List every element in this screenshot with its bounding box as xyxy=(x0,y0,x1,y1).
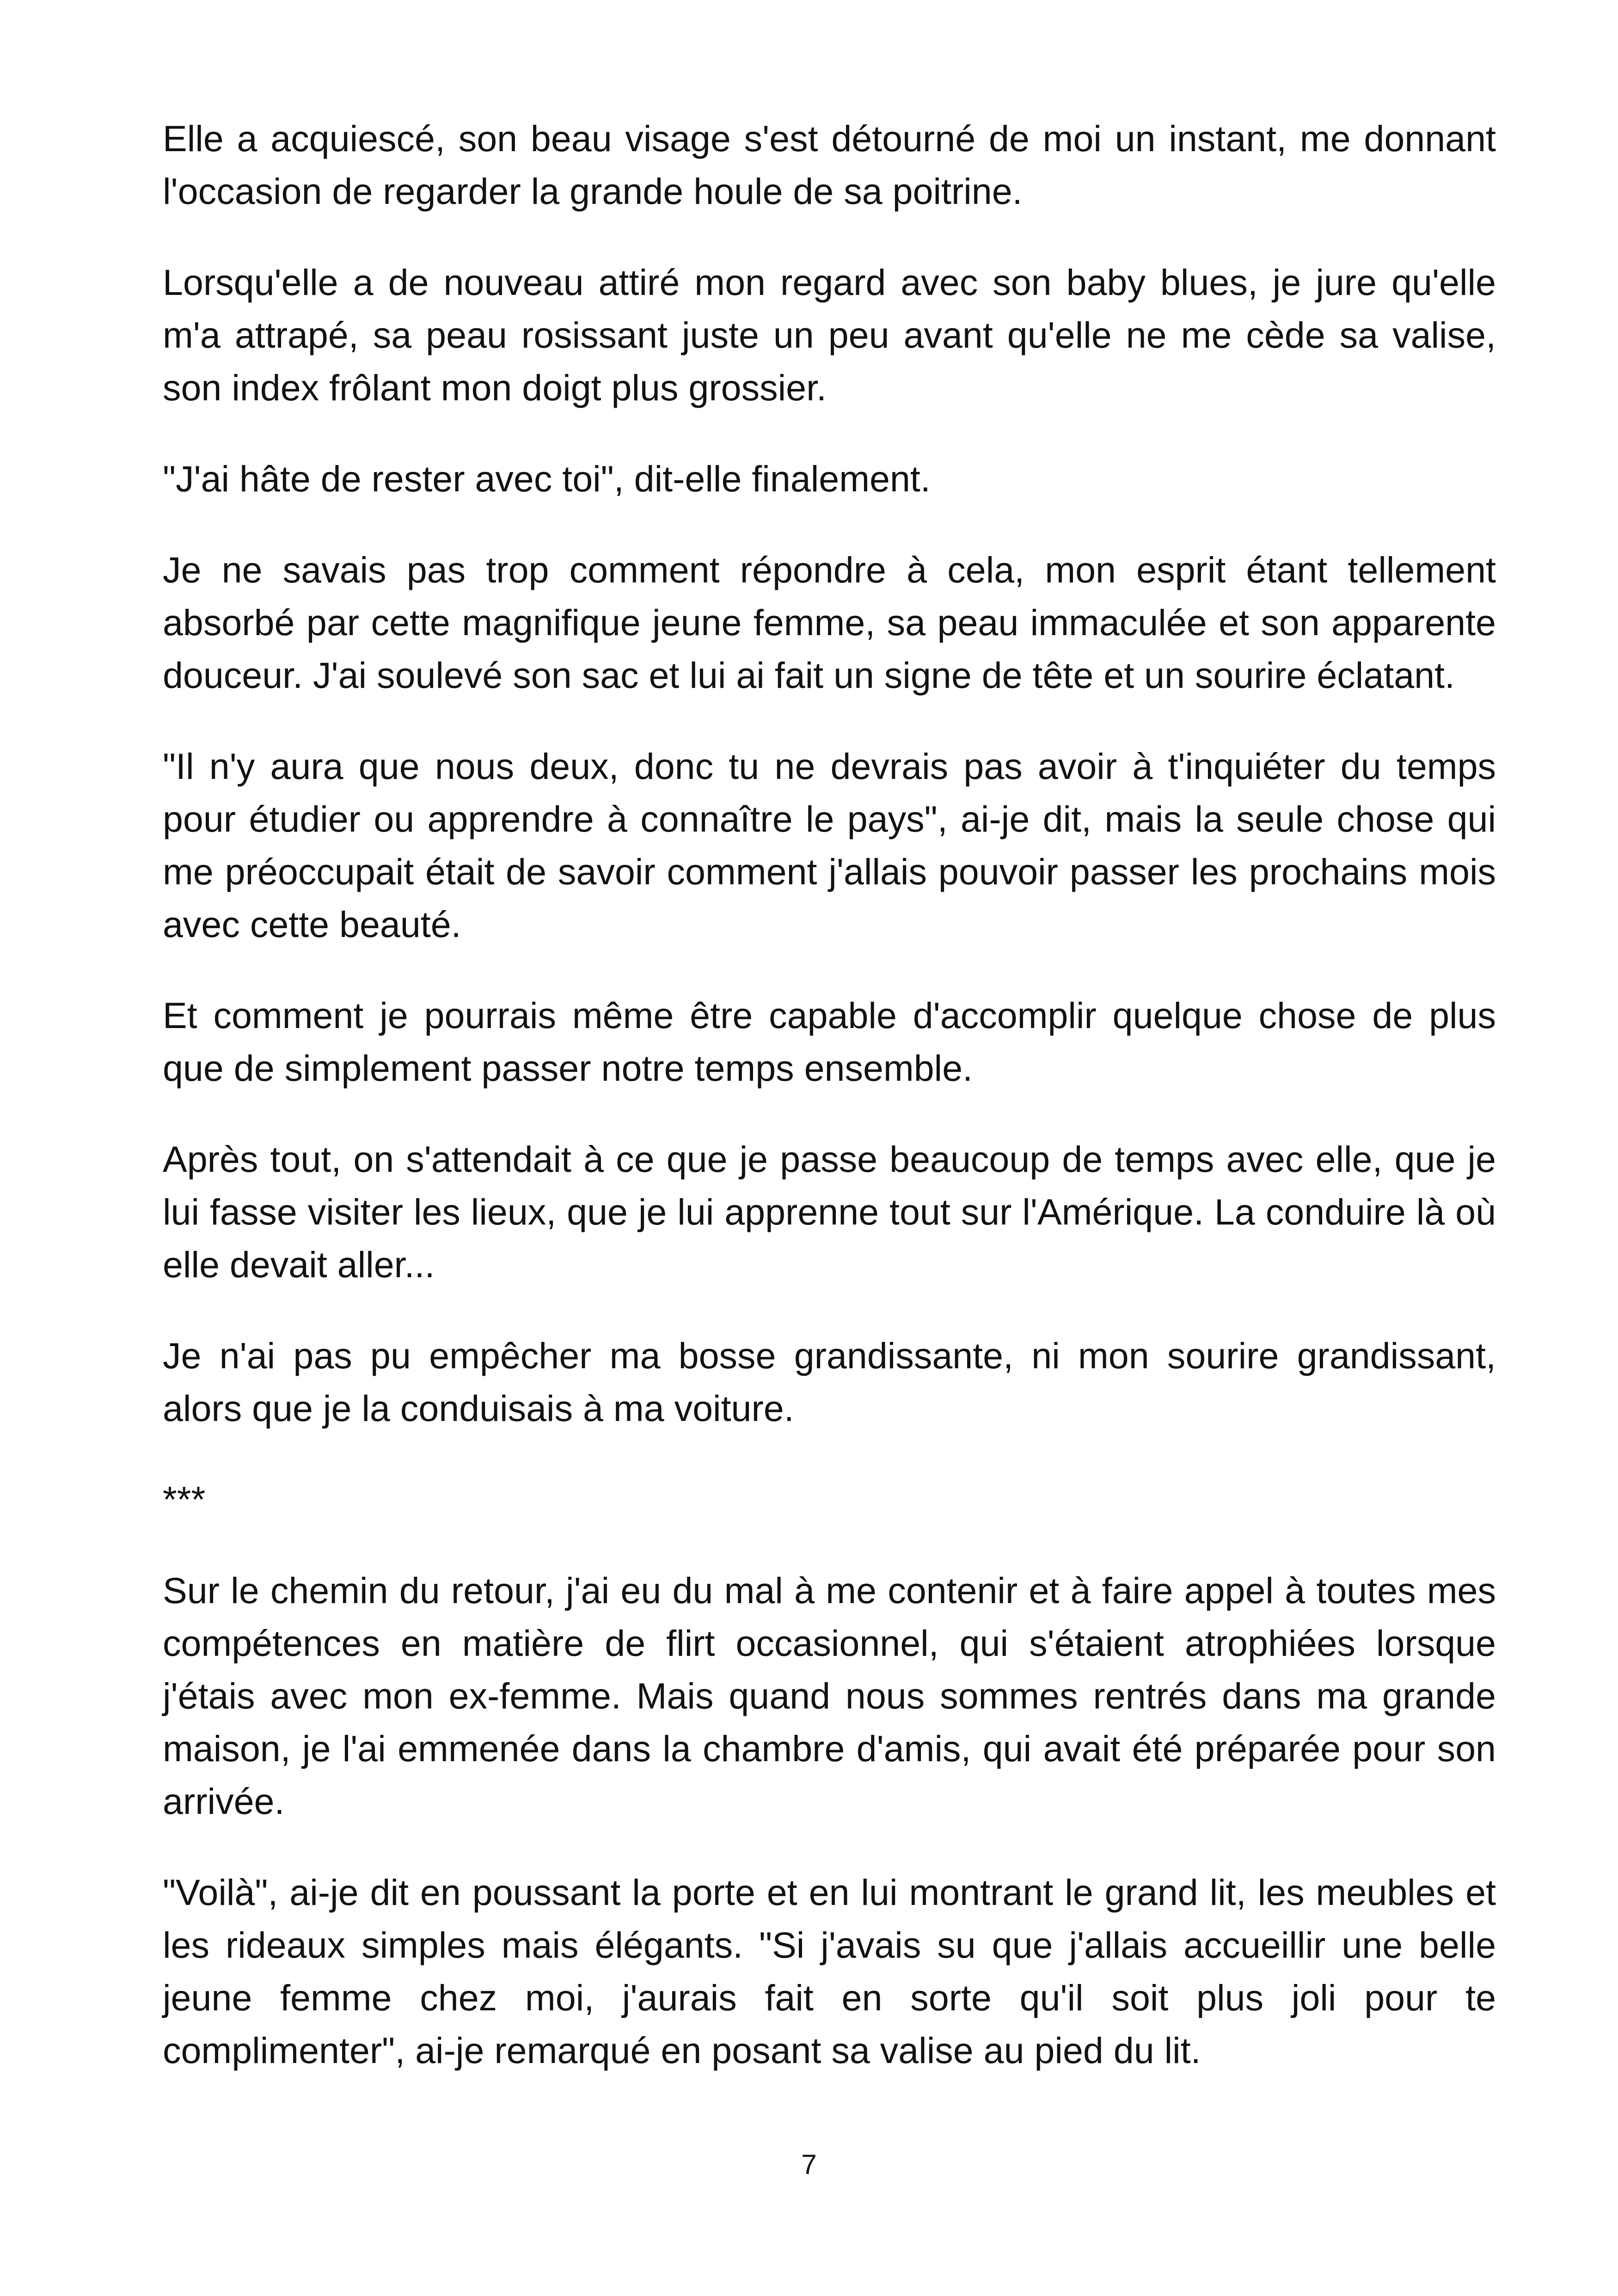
paragraph-2: Lorsqu'elle a de nouveau attiré mon regard avec son baby blues, je jure qu'elle m'a attrapé, sa peau rosissant juste un peu avant qu'elle ne me cède sa valise, son index frôlant mon doigt plus grossier. xyxy=(163,262,1496,408)
paragraph-7: Après tout, on s'attendait à ce que je passe beaucoup de temps avec elle, que je lui fasse visiter les lieux, que je lui apprenne tout sur l'Amérique. La conduire là où elle devait aller... xyxy=(163,1139,1496,1285)
paragraph-5: "Il n'y aura que nous deux, donc tu ne devrais pas avoir à t'inquiéter du temps pour étudier ou apprendre à connaître le pays", ai-je dit, mais la seule chose qui me préoccupait était de savoir comment j'allais pouvoir passer les prochains mois avec cette beauté. xyxy=(163,746,1496,945)
paragraph-9: Sur le chemin du retour, j'ai eu du mal à me contenir et à faire appel à toutes mes compétences en matière de flirt occasionnel, qui s'étaient atrophiées lorsque j'étais avec mon ex-femme. Mais quand nous sommes rentrés dans ma grande maison, je l'ai emmenée dans la chambre d'amis, qui avait été préparée pour son arrivée. xyxy=(163,1570,1496,1822)
paragraph-10: "Voilà", ai-je dit en poussant la porte et en lui montrant le grand lit, les meubles et les rideaux simples mais élégants. "Si j'avais su que j'allais accueillir une belle jeune femme chez moi, j'aurais fait en sorte qu'il soit plus joli pour te complimenter", ai-je remarqué en posant sa valise au pied du lit. xyxy=(163,1872,1496,2071)
paragraph-8: Je n'ai pas pu empêcher ma bosse grandissante, ni mon sourire grandissant, alors que je la conduisais à ma voiture. xyxy=(163,1335,1496,1429)
paragraph-1: Elle a acquiescé, son beau visage s'est détourné de moi un instant, me donnant l'occasion de regarder la grande houle de sa poitrine. xyxy=(163,118,1496,212)
paragraph-3: "J'ai hâte de rester avec toi", dit-elle finalement. xyxy=(163,458,931,499)
page-body xyxy=(163,112,1496,2115)
paragraph-6: Et comment je pourrais même être capable d'accomplir quelque chose de plus que de simplement passer notre temps ensemble. xyxy=(163,995,1496,1089)
section-separator: *** xyxy=(163,1479,206,1520)
paragraph-4: Je ne savais pas trop comment répondre à cela, mon esprit étant tellement absorbé par cette magnifique jeune femme, sa peau immaculée et son apparente douceur. J'ai soulevé son sac et lui ai fait un signe de tête et un sourire éclatant. xyxy=(163,549,1496,696)
page-number: 7 xyxy=(801,2149,817,2180)
